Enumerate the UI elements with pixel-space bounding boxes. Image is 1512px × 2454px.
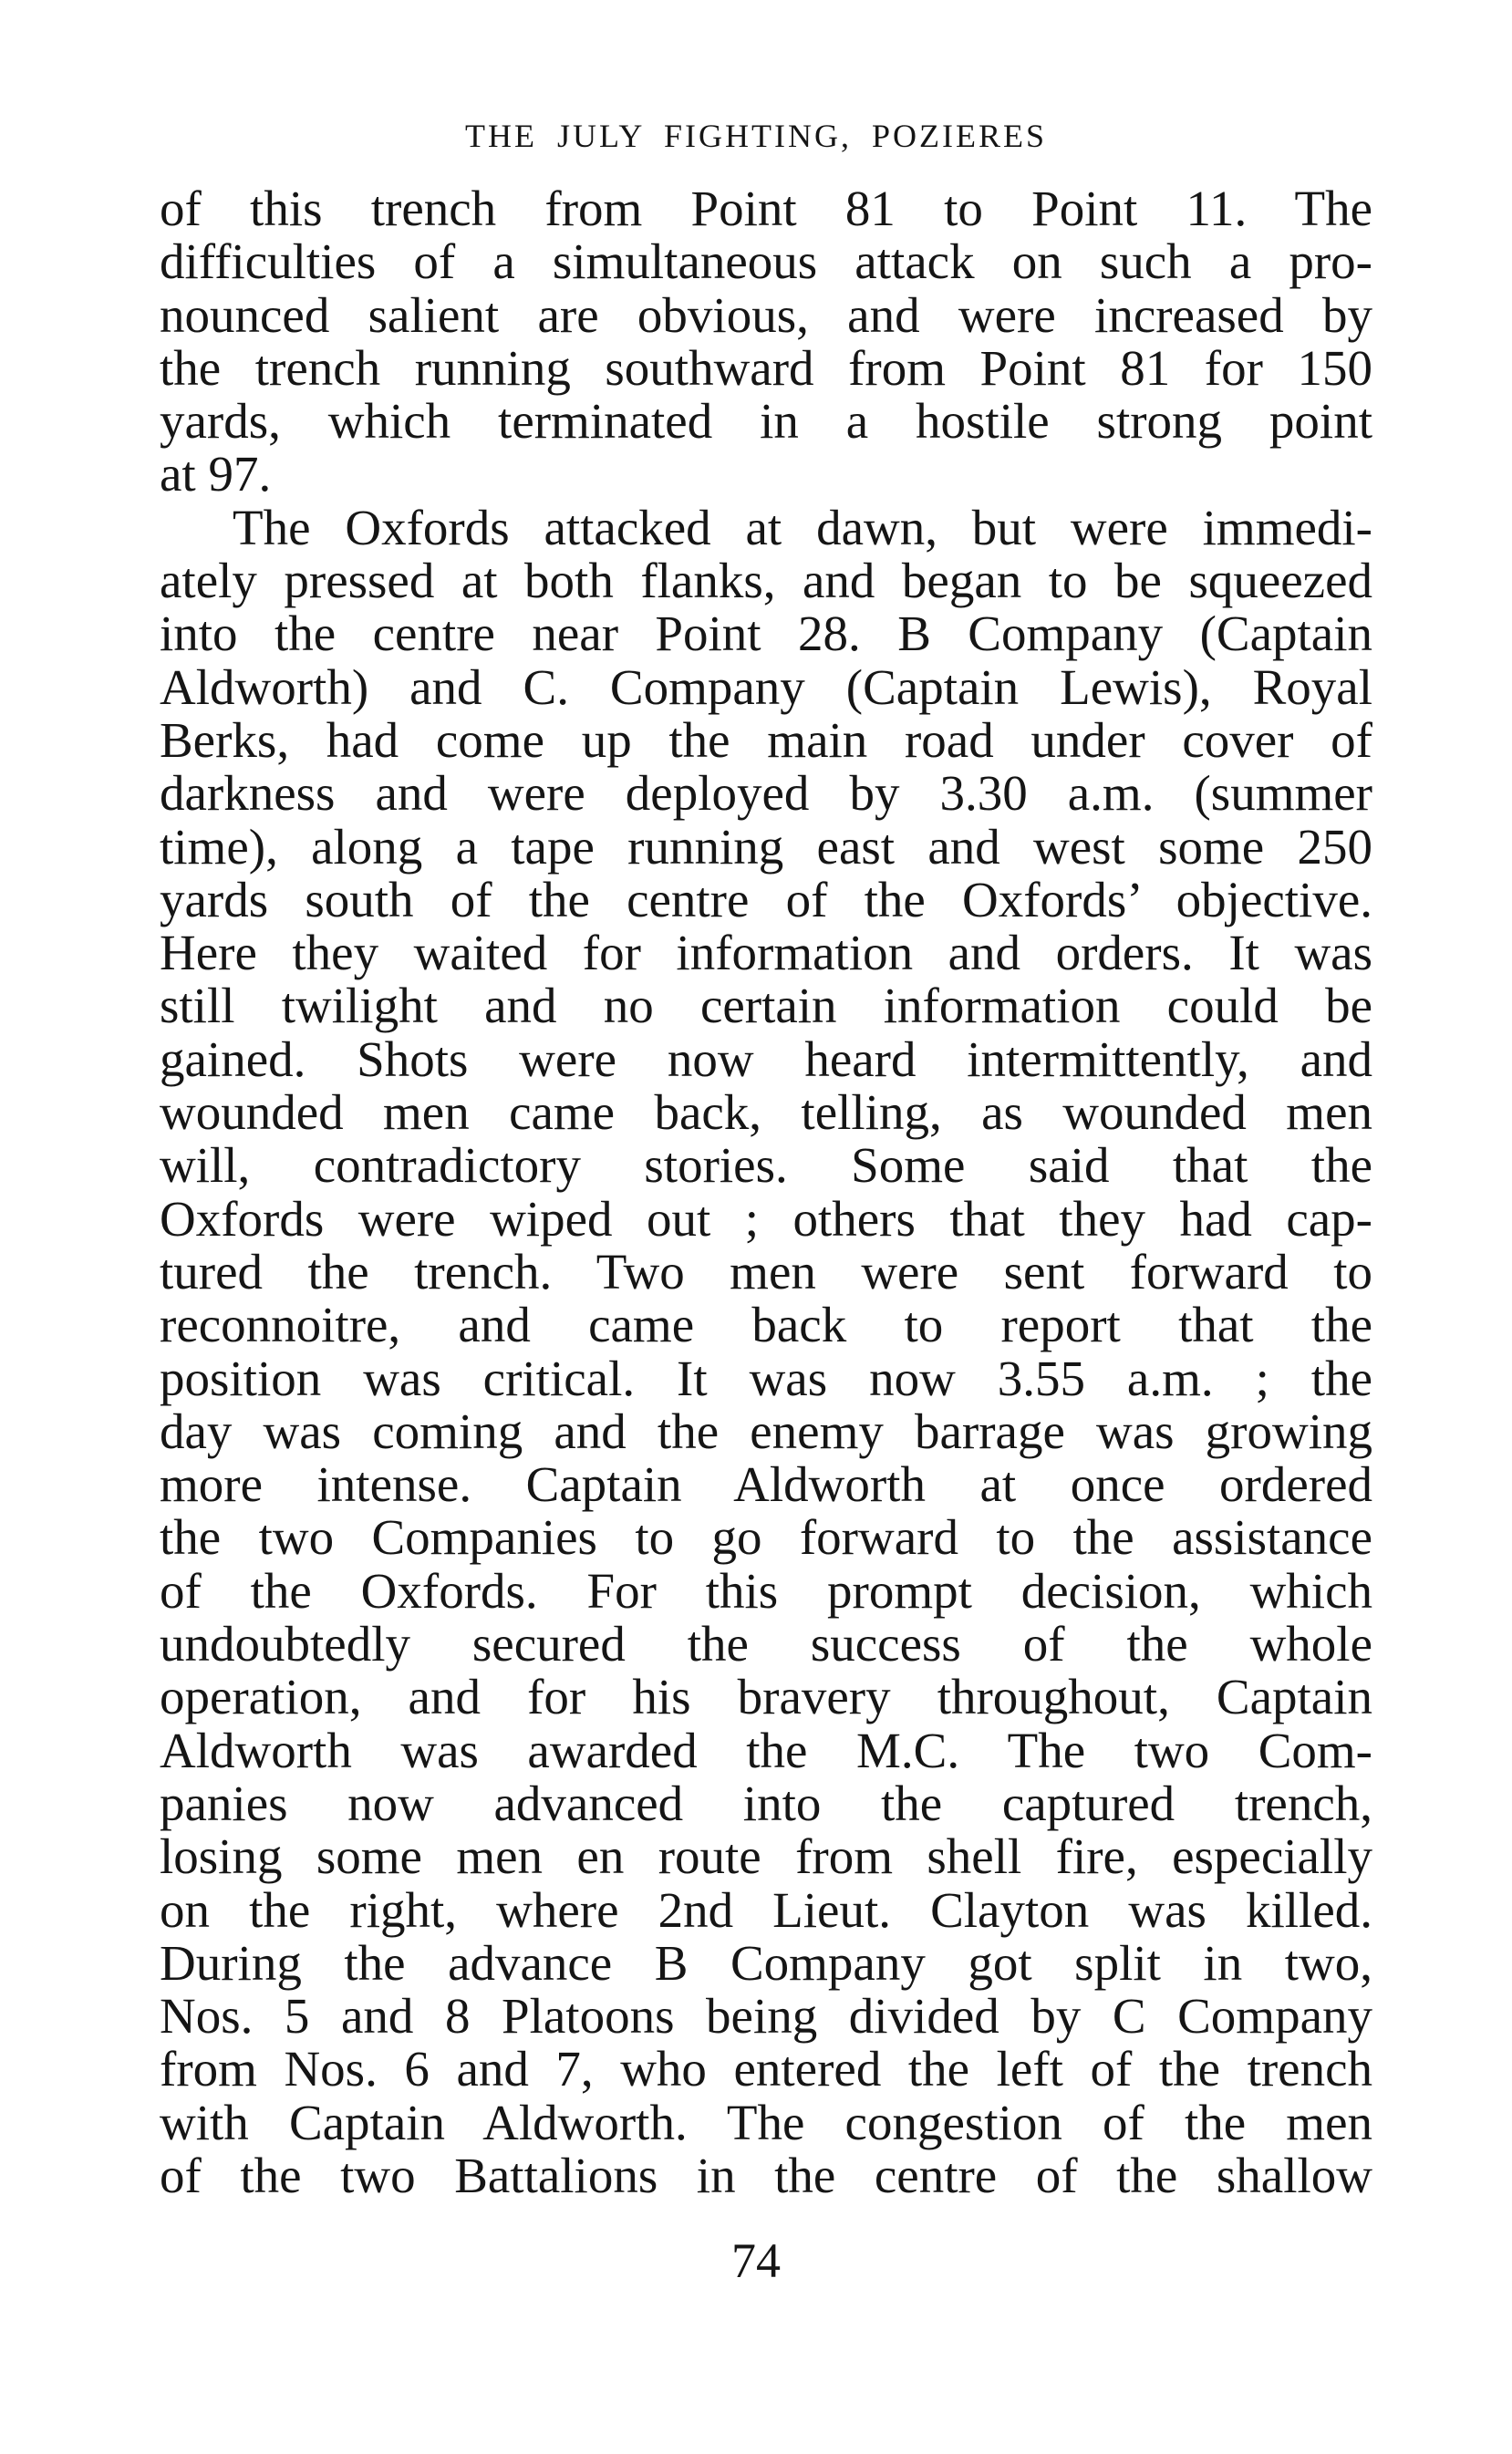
text-line: into the centre near Point 28. B Company (Captain xyxy=(160,606,1372,662)
text-line: from Nos. 6 and 7, who entered the left of the trench xyxy=(160,2041,1372,2097)
text-line: yards south of the centre of the Oxfords’ objective. xyxy=(160,871,1372,927)
text-line: position was critical. It was now 3.55 a.m. ; the xyxy=(160,1350,1372,1406)
text-line: difficulties of a simultaneous attack on such a pro- xyxy=(160,233,1372,290)
text-line: panies now advanced into the captured trench, xyxy=(160,1775,1372,1831)
text-line: gained. Shots were now heard intermittently, and xyxy=(160,1030,1372,1087)
text-line: still twilight and no certain information could be xyxy=(160,978,1372,1034)
text-line: with Captain Aldworth. The congestion of the men xyxy=(160,2094,1372,2150)
text-line: of the two Battalions in the centre of the shallow xyxy=(160,2147,1372,2203)
text-line: operation, and for his bravery throughout, Captain xyxy=(160,1669,1372,1725)
text-line: During the advance B Company got split in two, xyxy=(160,1934,1372,1991)
text-line: The Oxfords attacked at dawn, but were immedi- xyxy=(233,499,1372,555)
text-line: ately pressed at both flanks, and began to be squeezed xyxy=(160,553,1372,609)
text-line: losing some men en route from shell fire, especially xyxy=(160,1828,1372,1885)
text-line: Nos. 5 and 8 Platoons being divided by C Company xyxy=(160,1988,1372,2045)
text-line: on the right, where 2nd Lieut. Clayton was killed. xyxy=(160,1881,1372,1938)
text-line: tured the trench. Two men were sent forward to xyxy=(160,1243,1372,1299)
text-line: the two Companies to go forward to the assistance xyxy=(160,1509,1372,1566)
text-line: yards, which terminated in a hostile strong point xyxy=(160,393,1372,450)
text-line: nounced salient are obvious, and were increased by xyxy=(160,286,1372,343)
text-line: more intense. Captain Aldworth at once ordered xyxy=(160,1456,1372,1513)
text-line: Berks, had come up the main road under cover of xyxy=(160,711,1372,768)
text-line: day was coming and the enemy barrage was growing xyxy=(160,1403,1372,1459)
text-line: undoubtedly secured the success of the whole xyxy=(160,1616,1372,1672)
text-line: wounded men came back, telling, as wounded men xyxy=(160,1084,1372,1141)
text-line: at 97. xyxy=(160,446,272,502)
text-line: reconnoitre, and came back to report that the xyxy=(160,1297,1372,1353)
page-number: 74 xyxy=(731,2233,781,2288)
running-head: THE JULY FIGHTING, POZIERES xyxy=(464,118,1048,154)
text-line: will, contradictory stories. Some said that the xyxy=(160,1137,1372,1194)
text-line: of this trench from Point 81 to Point 11. The xyxy=(160,181,1372,236)
text-line: Here they waited for information and orders. It was xyxy=(160,925,1372,981)
text-line: Aldworth) and C. Company (Captain Lewis), Royal xyxy=(160,658,1372,715)
text-line: time), along a tape running east and west some 250 xyxy=(160,818,1372,875)
text-line: the trench running southward from Point 81 for 150 xyxy=(160,339,1372,396)
text-line: of the Oxfords. For this prompt decision, which xyxy=(160,1562,1372,1619)
body-text xyxy=(160,182,1372,2202)
text-line: darkness and were deployed by 3.30 a.m. (summer xyxy=(160,765,1372,822)
text-line: Aldworth was awarded the M.C. The two Com- xyxy=(160,1722,1372,1778)
text-line: Oxfords were wiped out ; others that they had cap- xyxy=(160,1190,1372,1247)
